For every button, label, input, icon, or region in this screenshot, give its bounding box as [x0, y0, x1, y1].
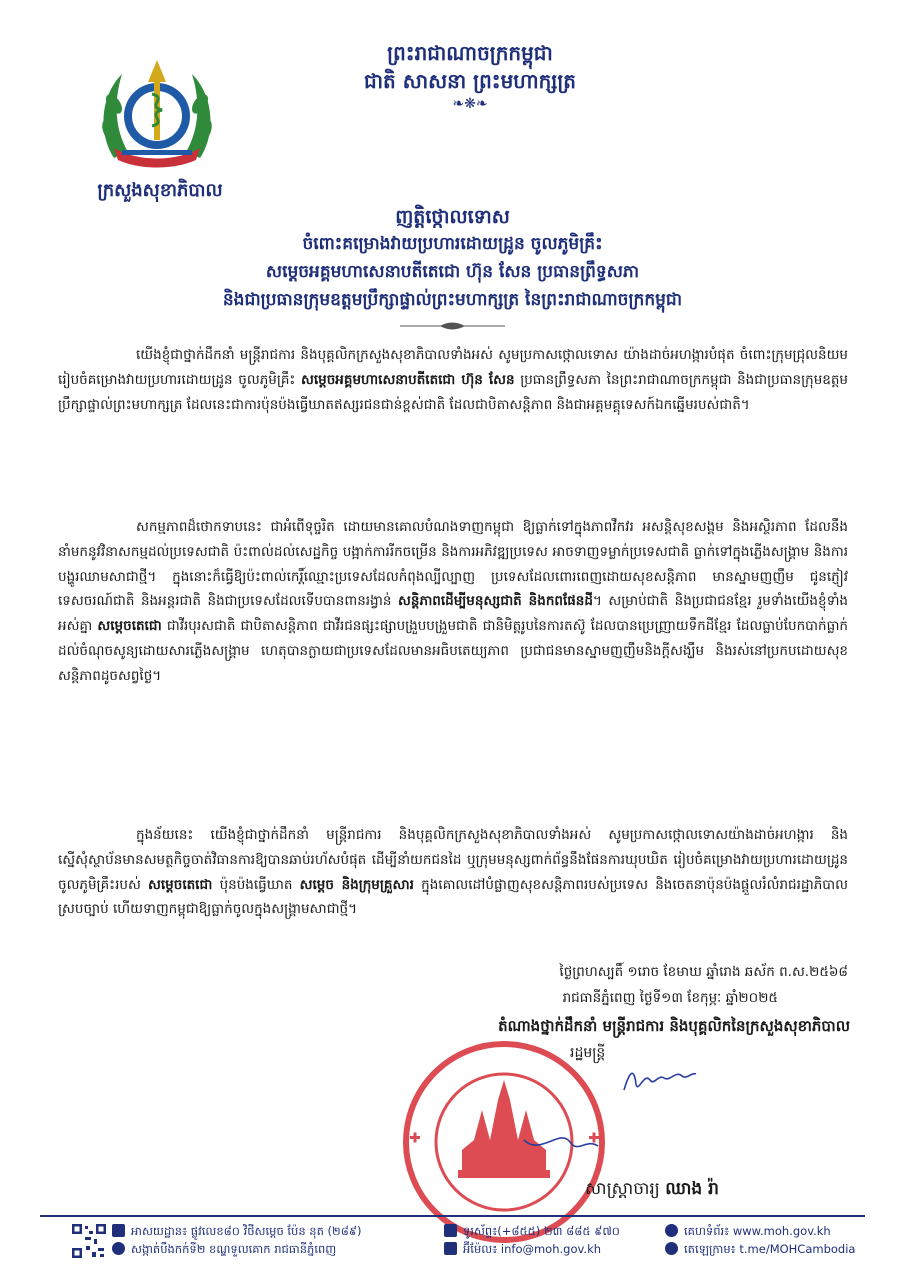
signatory-title: តំណាងថ្នាក់ដឹកនាំ មន្ត្រីរាជការ និងបុគ្គលិកនៃក្រសួងសុខាភិបាល — [498, 1017, 850, 1035]
seal-text — [402, 1040, 404, 1041]
body-paragraph-2 — [58, 515, 848, 689]
emphasized-text: សម្តេចតេជោ — [148, 876, 213, 893]
paragraph-text: ប៉ុនប៉ងធ្វើឃាត — [212, 876, 300, 893]
paragraph-text: ។ សម្រាប់ជាតិ និងប្រជាជនខ្មែរ រួមទាំងយើងខ្ញុំទាំងអស់គ្នា — [58, 593, 848, 635]
footer-phone: ទូរស័ព្ទ៖(+៨៥៥) ២៣ ៨៨៥ ៩៧០ — [463, 1224, 620, 1238]
footer-divider — [40, 1215, 865, 1217]
document-subtitle-line-3: និងជាប្រធានក្រុមឧត្តមប្រឹក្សាផ្ទាល់ព្រះមហាក្សត្រ នៃព្រះរាជាណាចក្រកម្ពុជា — [222, 290, 683, 310]
paragraph-text: យើងខ្ញុំជាថ្នាក់ដឹកនាំ មន្ត្រីរាជការ និងបុគ្គលិកក្រសួងសុខាភិបាលទាំងអស់ សូមប្រកាសថ្កោលទោស យ៉ាងដាច់អហង្ការបំផុត ចំពោះក្រុមជ្រុលនិយមរៀបចំគម្រោងវាយប្រហារដោយដ្រូន ចូលភូមិគ្រឹះ — [58, 347, 848, 388]
footer-telegram[interactable]: តេឡេក្រាម៖ t.me/MOHCambodia — [684, 1242, 856, 1256]
signature-mark-icon — [620, 1060, 700, 1100]
paragraph-text: សកម្មភាពដ៏ថោកទាបនេះ ជាអំពើទុច្ចរិត ដោយមានគោលបំណងទាញកម្ពុជា ឱ្យធ្លាក់ទៅក្នុងភាពវឹកវរ អសន្តិសុខសង្គម និងអស្ថិរភាព ដែលនឹងនាំមកនូវវិនាសកម្មដល់ប្រទេសជាតិ ប៉ះពាល់ដល់សេដ្ឋកិច្ច បង្អាក់ការរីកចម្រើន និងការអភិវឌ្ឍប្រទេស អាចទាញទម្លាក់ប្រទេសជាតិ ធ្លាក់ទៅក្នុងភ្លើងសង្គ្រាម និងការបង្ហូរឈាមសាជាថ្មី។ ក្នុងនោះក៏ធ្វើឱ្យប៉ះពាល់កេរ្តិ៍ឈ្មោះប្រទេសដែលកំពុងល្បីល្បាញ ប្រទេសដែលពោរពេញដោយសុខសន្តិភាព មានស្នាមញញឹម ជូនភ្ញៀវទេសចរណ៍ជាតិ និងអន្តរជាតិ និងជាប្រទេសដែលទើបបានពានរង្វាន់ — [58, 519, 848, 610]
location-pin-icon — [112, 1242, 125, 1255]
minister-label: រដ្ឋមន្ត្រី — [570, 1045, 606, 1061]
paragraph-text: ក្នុងន័យនេះ យើងខ្ញុំជាថ្នាក់ដឹកនាំ មន្ត្រីរាជការ និងបុគ្គលិកក្រសួងសុខាភិបាលទាំងអស់ សូមប្រកាសថ្កោលទោសយ៉ាងដាច់អហង្ការ និងស្នើសុំស្ថាប័នមានសមត្ថកិច្ចចាត់វិធានការឱ្យបានឆាប់រហ័សបំផុត ដើម្បីនាំយកជនដៃ ឬក្រុមមនុស្សពាក់ព័ន្ធនឹងផែនការឃុបឃិត រៀបចំគម្រោងវាយប្រហារដោយដ្រូន ចូលភូមិគ្រឹះរបស់ — [58, 827, 848, 893]
ornament-divider: ❧❋❧ — [452, 96, 488, 112]
footer-address-line-2: សង្កាត់បឹងកក់ទី២ ខណ្ឌទួលគោក រាជធានីភ្នំពេញ — [131, 1242, 337, 1256]
ministry-name: ក្រសួងសុខាភិបាល — [97, 180, 223, 201]
signer-name — [585, 1178, 719, 1203]
kingdom-heading: ព្រះរាជាណាចក្រកម្ពុជា — [387, 41, 553, 65]
emphasized-text: សម្តេចតេជោ — [97, 618, 162, 635]
emphasized-text: សម្តេច និងក្រុមគ្រួសារ — [299, 876, 414, 893]
document-subtitle-line-2: សម្តេចអគ្គមហាសេនាបតីតេជោ ហ៊ុន សែន ប្រធានព្រឹទ្ធសភា — [265, 262, 640, 282]
document-subtitle-line-1: ចំពោះគម្រោងវាយប្រហារដោយដ្រូន ចូលភូមិគ្រឹះ — [302, 234, 603, 254]
footer-contact — [444, 1222, 644, 1258]
paragraph-text: ប្រធានព្រឹទ្ធសភា នៃព្រះរាជាណាចក្រកម្ពុជា និងជាប្រធានក្រុមឧត្តមប្រឹក្សាផ្ទាល់ព្រះមហាក្សត្រ ដែលនេះជាការប៉ុនប៉ងធ្វើឃាតឥស្សរជនជាន់ខ្ពស់ជាតិ ដែលជាបិតាសន្តិភាព និងជាអគ្គមគ្គុទេសក៍ឯកឆ្នើមរបស់ជាតិ។ — [58, 371, 848, 413]
footer-email[interactable]: អ៊ីម៉ែល៖ info@moh.gov.kh — [463, 1242, 602, 1256]
email-icon — [444, 1242, 457, 1255]
document-title: ញត្តិថ្កោលទោស — [395, 206, 510, 228]
national-motto: ជាតិ សាសនា ព្រះមហាក្សត្រ — [364, 69, 576, 93]
ministry-logo-icon — [92, 38, 222, 178]
paragraph-text: ជាវីរបុរសជាតិ ជាបិតាសន្តិភាព ជាវីរជនផ្សះផ្សាបង្រួបបង្រួមជាតិ ជានិមិត្តរូបនៃការតស៊ូ ដែលបានប្រេញ្រាយទឹកដីខ្មែរ ដែលធ្លាប់បែកបាក់ធ្លាក់ដល់ចំណុចសូន្យដោយសារភ្លើងសង្គ្រាម ហេតុបានក្លាយជាប្រទេសដែលមានអធិបតេយ្យភាព ប្រជាជនមានស្នាមញញឹមនិងក្តីសង្ឃឹម និងរស់នៅប្រកបដោយសុខសន្តិភាពដូចសព្វថ្ងៃ។ — [58, 618, 848, 684]
emphasized-text: សម្តេចអគ្គមហាសេនាបតីតេជោ ហ៊ុន សែន — [301, 371, 515, 388]
signer-prefix: សាស្ត្រាចារ្យ — [585, 1179, 660, 1199]
emphasized-text: សន្តិភាពដើម្បីមនុស្សជាតិ និងកពផែនដី — [398, 593, 593, 610]
footer-online — [665, 1222, 885, 1258]
title-divider-ornament — [400, 321, 505, 331]
footer-address-line-1: អាសយដ្ឋាន៖ ផ្លូវលេខ៨០ វិថីសម្តេច ប៉ែន នុត (២៨៩) — [131, 1224, 362, 1238]
date-place-solar: រាជធានីភ្នំពេញ ថ្ងៃទី១៣ ខែកុម្ភៈ ឆ្នាំ២០២៥ — [562, 990, 778, 1006]
qr-code-icon — [70, 1222, 108, 1260]
body-paragraph-3 — [58, 823, 848, 922]
paragraph-text: ក្នុងគោលដៅបំផ្លាញសុខសន្តិភាពរបស់ប្រទេស និងចេតនាប៉ុនប៉ងផ្តួលរំលំរាជរដ្ឋាភិបាលស្របច្បាប់ ហើយទាញកម្ពុជាឱ្យធ្លាក់ចូលក្នុងសង្គ្រាមសាជាថ្មី។ — [58, 876, 849, 918]
signature-scrawl-icon — [520, 1120, 600, 1160]
footer-address — [112, 1222, 432, 1258]
building-icon — [112, 1224, 125, 1237]
telegram-icon — [665, 1242, 678, 1255]
date-lunar: ថ្ងៃព្រហស្បតិ៍ ១រោច ខែមាឃ ឆ្នាំរោង ឆស័ក ព.ស.២៥៦៨ — [559, 964, 848, 980]
globe-icon — [665, 1224, 678, 1237]
signer-fullname: ឈាង រ៉ា — [665, 1179, 719, 1199]
footer-website[interactable]: គេហទំព័រ៖ www.moh.gov.kh — [684, 1224, 831, 1238]
body-paragraph-1 — [58, 343, 848, 417]
phone-icon — [444, 1224, 457, 1237]
